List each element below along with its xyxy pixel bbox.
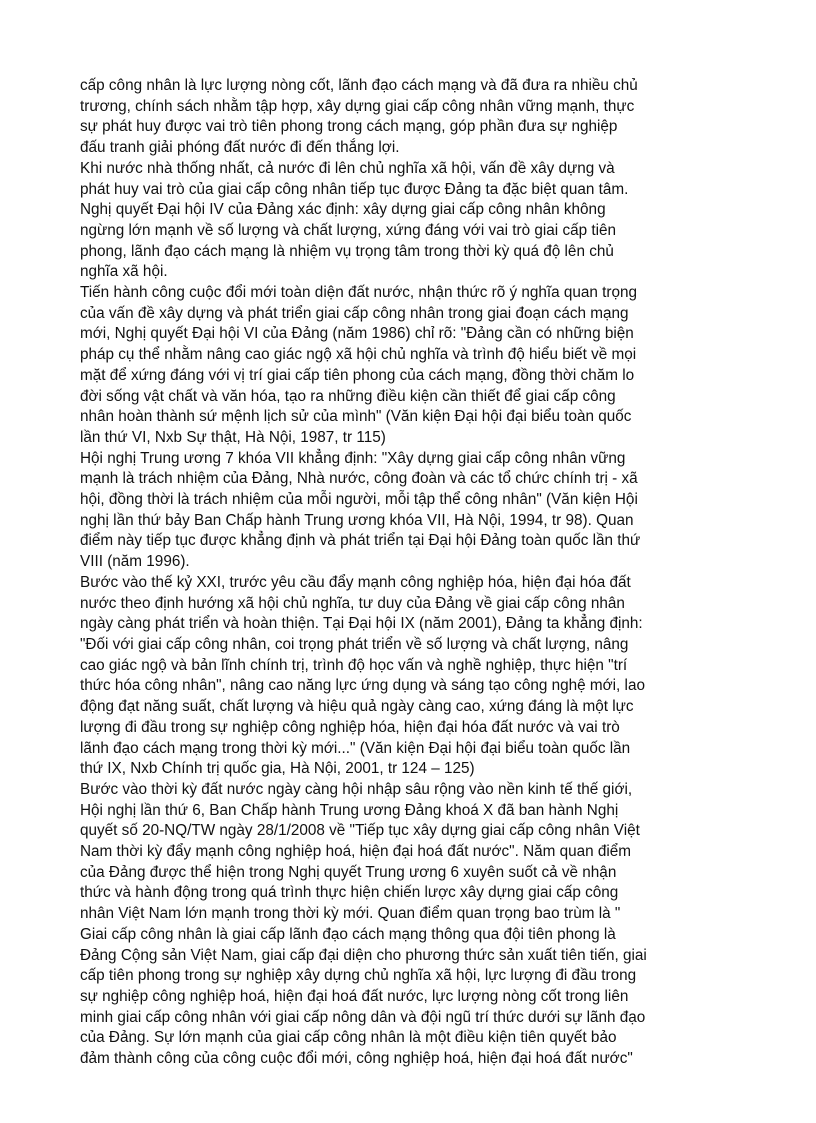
- text-line: Tiến hành công cuộc đổi mới toàn diện đất nước, nhận thức rõ ý nghĩa quan trọng: [80, 284, 638, 302]
- text-line: mạnh là trách nhiệm của Đảng, Nhà nước, công đoàn và các tổ chức chính trị - xã: [80, 470, 638, 488]
- text-line: nước theo định hướng xã hội chủ nghĩa, tư duy của Đảng về giai cấp công nhân: [80, 594, 625, 612]
- text-line: Giai cấp công nhân là giai cấp lãnh đạo cách mạng thông qua đội tiên phong là: [80, 925, 616, 943]
- text-line: của Đảng được thể hiện trong Nghị quyết Trung ương 6 xuyên suốt cả về nhận: [80, 863, 617, 881]
- text-line: nghị lần thứ bảy Ban Chấp hành Trung ương khóa VII, Hà Nội, 1994, tr 98). Quan: [80, 511, 634, 529]
- text-line: quyết số 20-NQ/TW ngày 28/1/2008 về "Tiếp tục xây dựng giai cấp công nhân Việt: [80, 822, 640, 840]
- text-line: mới, Nghị quyết Đại hội VI của Đảng (năm 1986) chỉ rõ: "Đảng cần có những biện: [80, 325, 634, 343]
- text-line: nhân hoàn thành sứ mệnh lịch sử của mình" (Văn kiện Đại hội đại biểu toàn quốc: [80, 408, 632, 426]
- paragraph: [80, 76, 740, 159]
- text-line: ngày càng phát triển và hoàn thiện. Tại Đại hội IX (năm 2001), Đảng ta khẳng định:: [80, 615, 643, 633]
- paragraph: [80, 780, 740, 1070]
- text-line: phát huy vai trò của giai cấp công nhân tiếp tục được Đảng ta đặc biệt quan tâm.: [80, 180, 629, 198]
- text-line: cao giác ngộ và bản lĩnh chính trị, trình độ học vấn và nghề nghiệp, thực hiện "trí: [80, 656, 628, 674]
- text-line: của vấn đề xây dựng và phát triển giai cấp công nhân trong giai đoạn cách mạng: [80, 304, 629, 322]
- text-line: thức hóa công nhân", nâng cao năng lực ứng dụng và sáng tạo công nghệ mới, lao: [80, 677, 645, 695]
- text-line: đấu tranh giải phóng đất nước đi đến thắng lợi.: [80, 139, 400, 157]
- text-line: thứ IX, Nxb Chính trị quốc gia, Hà Nội, 2001, tr 124 – 125): [80, 760, 475, 778]
- text-line: VIII (năm 1996).: [80, 553, 190, 571]
- text-line: cấp công nhân là lực lượng nòng cốt, lãnh đạo cách mạng và đã đưa ra nhiều chủ: [80, 77, 638, 94]
- text-line: ngừng lớn mạnh về số lượng và chất lượng, xứng đáng với vai trò giai cấp tiên: [80, 221, 617, 239]
- text-line: trương, chính sách nhằm tập hợp, xây dựng giai cấp công nhân vững mạnh, thực: [80, 97, 635, 115]
- text-line: Nam thời kỳ đẩy mạnh công nghiệp hoá, hiện đại hoá đất nước". Năm quan điểm: [80, 843, 632, 861]
- text-line: pháp cụ thể nhằm nâng cao giác ngộ xã hội chủ nghĩa và trình độ hiểu biết về mọi: [80, 346, 637, 364]
- text-line: minh giai cấp công nhân với giai cấp nông dân và đội ngũ trí thức dưới sự lãnh đạo: [80, 1008, 646, 1026]
- text-line: Nghị quyết Đại hội IV của Đảng xác định: xây dựng giai cấp công nhân không: [80, 201, 606, 219]
- text-line: mặt để xứng đáng với vị trí giai cấp tiên phong của cách mạng, đồng thời chăm lo: [80, 366, 635, 384]
- text-line: đời sống vật chất và văn hóa, tạo ra những điều kiện cần thiết để giai cấp công: [80, 387, 616, 405]
- text-line: lượng đi đầu trong sự nghiệp công nghiệp hóa, hiện đại hóa đất nước và vai trò: [80, 718, 620, 736]
- text-line: nhân Việt Nam lớn mạnh trong thời kỳ mới. Quan điểm quan trọng bao trùm là ": [80, 905, 621, 923]
- text-line: sự nghiệp công nghiệp hoá, hiện đại hoá đất nước, lực lượng nòng cốt trong liên: [80, 987, 629, 1005]
- text-line: của Đảng. Sự lớn mạnh của giai cấp công nhân là một điều kiện tiên quyết bảo: [80, 1029, 617, 1047]
- text-line: điểm này tiếp tục được khẳng định và phát triển tại Đại hội Đảng toàn quốc lần thứ: [80, 532, 641, 550]
- paragraph: [80, 283, 740, 449]
- text-line: Bước vào thời kỳ đất nước ngày càng hội nhập sâu rộng vào nền kinh tế thế giới,: [80, 780, 633, 798]
- text-line: nghĩa xã hội.: [80, 263, 168, 281]
- text-line: phong, lãnh đạo cách mạng là nhiệm vụ trọng tâm trong thời kỳ quá độ lên chủ: [80, 242, 614, 260]
- paragraph: [80, 573, 740, 780]
- text-line: đảm thành công của công cuộc đổi mới, công nghiệp hoá, hiện đại hoá đất nước": [80, 1050, 633, 1068]
- text-line: "Đối với giai cấp công nhân, coi trọng phát triển về số lượng và chất lượng, nâng: [80, 635, 629, 653]
- text-line: hội, đồng thời là trách nhiệm của mỗi người, mỗi tập thể công nhân" (Văn kiện Hội: [80, 491, 638, 509]
- text-line: sự phát huy được vai trò tiên phong trong cách mạng, góp phần đưa sự nghiệp: [80, 118, 618, 136]
- text-line: thức và hành động trong quá trình thực hiện chiến lược xây dựng giai cấp công: [80, 884, 619, 902]
- text-line: Hội nghị Trung ương 7 khóa VII khẳng định: "Xây dựng giai cấp công nhân vững: [80, 449, 626, 467]
- paragraph: [80, 449, 740, 573]
- text-line: Bước vào thế kỷ XXI, trước yêu cầu đẩy mạnh công nghiệp hóa, hiện đại hóa đất: [80, 573, 631, 591]
- text-line: lần thứ VI, Nxb Sự thật, Hà Nội, 1987, tr 115): [80, 428, 386, 446]
- paragraph: [80, 159, 740, 283]
- text-line: cấp tiên phong trong sự nghiệp xây dựng chủ nghĩa xã hội, lực lượng đi đầu trong: [80, 967, 637, 985]
- text-line: lãnh đạo cách mạng trong thời kỳ mới..." (Văn kiện Đại hội đại biểu toàn quốc lần: [80, 739, 631, 757]
- text-line: Hội nghị lần thứ 6, Ban Chấp hành Trung ương Đảng khoá X đã ban hành Nghị: [80, 801, 619, 819]
- text-line: Đảng Cộng sản Việt Nam, giai cấp đại diện cho phương thức sản xuất tiên tiến, giai: [80, 946, 647, 964]
- text-line: động đạt năng suất, chất lượng và hiệu quả ngày càng cao, xứng đáng là một lực: [80, 698, 634, 716]
- text-line: Khi nước nhà thống nhất, cả nước đi lên chủ nghĩa xã hội, vấn đề xây dựng và: [80, 159, 615, 177]
- document-body: [80, 76, 740, 1070]
